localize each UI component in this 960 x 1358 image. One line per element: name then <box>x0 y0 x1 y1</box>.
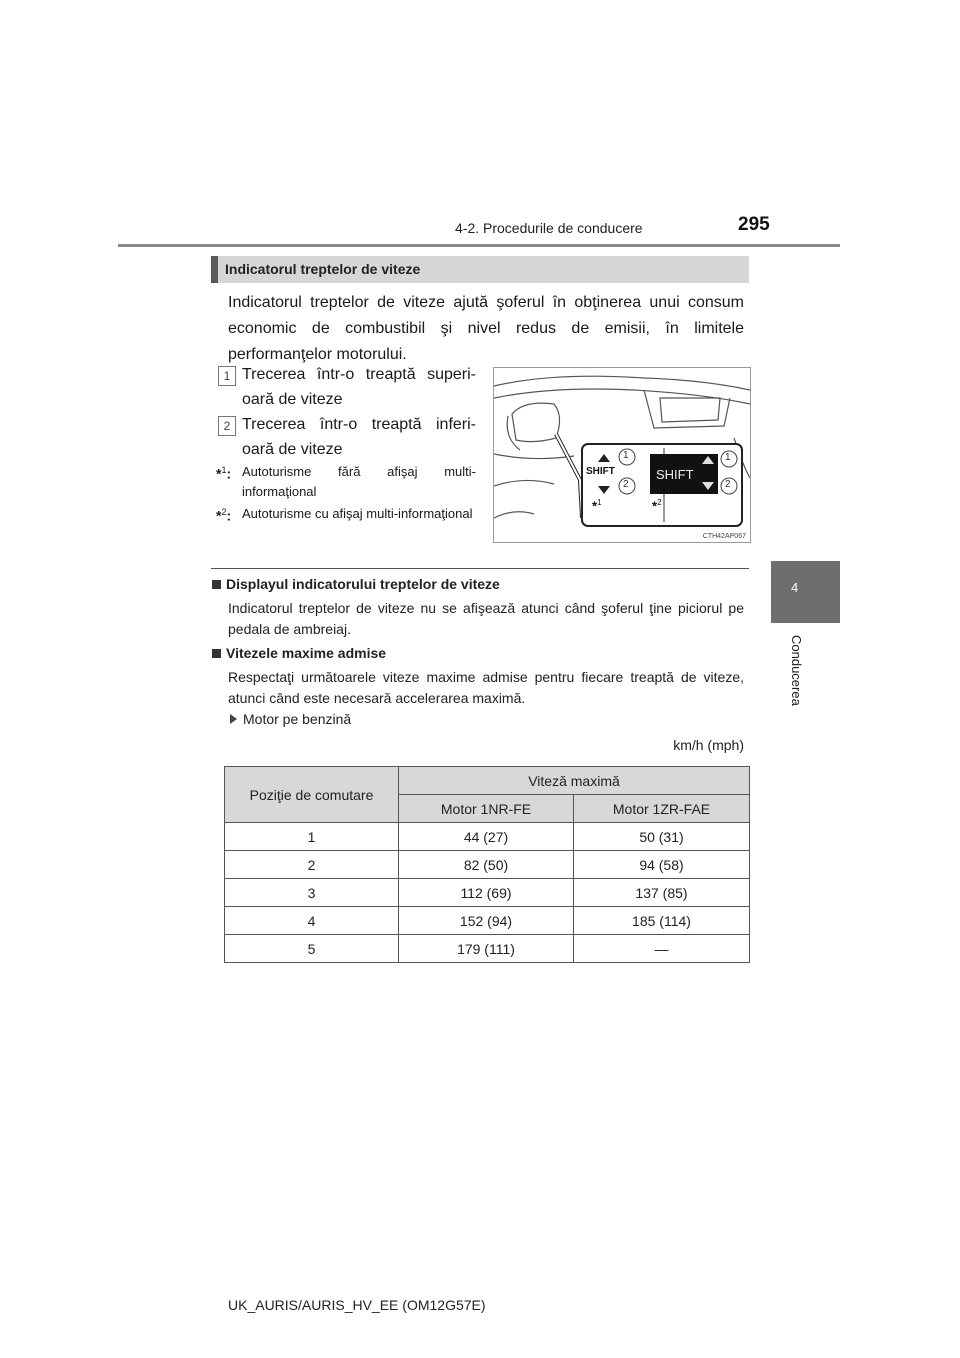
subsection-heading-display: Displayul indicatorului treptelor de viteze <box>212 576 500 592</box>
callout-number-2: 2 <box>218 416 236 436</box>
section-heading-accent <box>211 256 218 283</box>
arrow-bullet-icon <box>230 714 237 724</box>
square-bullet-icon <box>212 580 221 589</box>
unit-label: km/h (mph) <box>673 737 744 753</box>
table-header-position: Poziţie de comutare <box>225 767 399 823</box>
illus-num-1-left: 1 <box>623 450 629 461</box>
illus-note-1: *$^1$ <box>592 498 602 514</box>
table-cell: 1 <box>225 823 399 851</box>
table-row <box>225 879 750 907</box>
table-cell: 137 (85) <box>574 879 750 907</box>
table-cell: 112 (69) <box>399 879 574 907</box>
table-cell: 2 <box>225 851 399 879</box>
header-section-title: 4-2. Procedurile de conducere <box>455 220 643 236</box>
callout-text-2: Trecerea într-o treaptă inferi-oară de viteze <box>242 416 476 458</box>
table-cell: 44 (27) <box>399 823 574 851</box>
max-speed-table <box>224 766 750 963</box>
table-row <box>225 823 750 851</box>
subsection-body-display: Indicatorul treptelor de viteze nu se afişează atunci când şoferul ţine piciorul pe pedala de ambreiaj. <box>228 600 744 637</box>
square-bullet-icon <box>212 649 221 658</box>
intro-paragraph: Indicatorul treptelor de viteze ajută şoferul în obţinerea unui consum economic de combustibil şi nivel redus de emisii, în limitele performanţelor motorului. <box>228 294 744 363</box>
table-cell: 82 (50) <box>399 851 574 879</box>
callout-text-1: Trecerea într-o treaptă superi-oară de viteze <box>242 366 476 408</box>
table-cell: 94 (58) <box>574 851 750 879</box>
chapter-tab-label: Conducerea <box>789 635 804 706</box>
shift-label-right: SHIFT <box>656 467 694 482</box>
header-rule <box>118 244 840 247</box>
illus-note-2: *$^2$ <box>652 498 662 514</box>
footnote-2-mark: *$^2$: <box>216 507 232 524</box>
table-row <box>225 851 750 879</box>
page-number: 295 <box>738 214 770 235</box>
subsection-body-speeds: Respectaţi următoarele viteze maxime admise pentru fiecare treaptă de viteze, atunci când este necesară accelerarea maximă. <box>228 669 744 706</box>
footnote-1-mark: *$^1$: <box>216 465 232 482</box>
table-cell: 5 <box>225 935 399 963</box>
section-heading-bar <box>211 256 749 283</box>
table-cell: 179 (111) <box>399 935 574 963</box>
subsection-heading-speeds: Vitezele maxime admise <box>212 645 386 661</box>
callout-number-1: 1 <box>218 366 236 386</box>
chapter-tab <box>771 561 840 623</box>
footnote-1-text: Autoturisme fără afişaj multi-informaţional <box>242 464 476 499</box>
section-heading: Indicatorul treptelor de viteze <box>225 261 421 277</box>
chapter-tab-label-box <box>771 623 840 798</box>
table-cell: 4 <box>225 907 399 935</box>
illus-num-2-left: 2 <box>623 479 629 490</box>
table-cell: 152 (94) <box>399 907 574 935</box>
table-cell: 3 <box>225 879 399 907</box>
table-row <box>225 935 750 963</box>
engine-type-item: Motor pe benzină <box>230 711 351 727</box>
shift-label-left: SHIFT <box>586 466 615 477</box>
table-header-engine-1: Motor 1NR-FE <box>399 795 574 823</box>
table-header-engine-2: Motor 1ZR-FAE <box>574 795 750 823</box>
illus-num-2-right: 2 <box>725 479 731 490</box>
illustration-code: CTH42AP067 <box>702 533 746 540</box>
table-header-max-speed: Viteză maximă <box>399 767 750 795</box>
shift-indicator-illustration <box>493 367 751 543</box>
dashboard-drawing <box>494 368 750 542</box>
chapter-tab-number: 4 <box>791 580 799 595</box>
table-row <box>225 907 750 935</box>
footer-model-code: UK_AURIS/AURIS_HV_EE (OM12G57E) <box>228 1297 486 1313</box>
table-cell: 185 (114) <box>574 907 750 935</box>
table-cell: 50 (31) <box>574 823 750 851</box>
footnote-2-text: Autoturisme cu afişaj multi-informaţional <box>242 506 473 521</box>
section-divider <box>211 568 749 569</box>
table-cell: — <box>574 935 750 963</box>
illus-num-1-right: 1 <box>725 452 731 463</box>
